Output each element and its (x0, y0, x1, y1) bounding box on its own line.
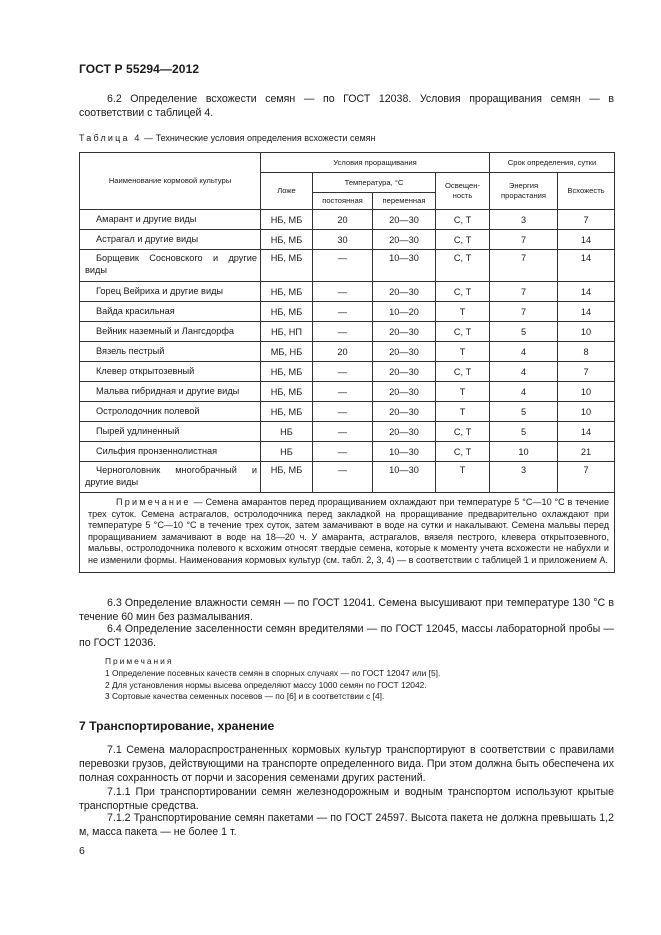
header-constant: постоянная (313, 193, 373, 210)
cell-germ: 7 (558, 210, 615, 230)
header-energy: Энергия прорастания (490, 173, 558, 210)
cell-light: Т (436, 402, 490, 422)
table-note (80, 493, 615, 573)
paragraph-6-4: 6.4 Определение заселенности семян вредителями — по ГОСТ 12045, массы лабораторной пробы — по ГОСТ 12036. (79, 623, 614, 649)
cell-germ: 14 (558, 422, 615, 442)
table-row (80, 442, 615, 462)
cell-name: Борщевик Сосновского и другие виды (80, 250, 261, 282)
table-row (80, 282, 615, 302)
cell-name: Вязель пестрый (80, 342, 261, 362)
cell-energy: 4 (490, 382, 558, 402)
cell-var: 20—30 (373, 282, 436, 302)
table-row (80, 302, 615, 322)
cell-name: Горец Вейриха и другие виды (80, 282, 261, 302)
table-note-text: — Семена амарантов перед проращиванием охлаждают при температуре 5 °С—10 °С в течение трех суток. Семена астрагалов, остролодочника перед закладкой на проращивание предварительно охлаждают при температуре 5 °С—10 °С в течение трех суток, затем замачивают в воде на сутки и накалывают. Семена мальвы перед проращиванием замачивают в воде на 18—20 ч. У амаранта, астрагалов, вязеля пестрого, клевера открытозевного, мальвы, остролодочника полевого к всхожим относят твердые семена, которые к моменту учета всхожести не набухли и не изменили формы. Наименования кормовых культур (см. табл. 2, 3, 4) — в соответствии с таблицей 1 и приложением А. (88, 497, 610, 565)
cell-name: Сильфия пронзеннолистная (80, 442, 261, 462)
cell-energy: 5 (490, 322, 558, 342)
section-7-title: 7 Транспортирование, хранение (79, 719, 275, 733)
cell-name: Астрагал и другие виды (80, 230, 261, 250)
table-row (80, 210, 615, 230)
cell-bed: НБ, МБ (261, 282, 313, 302)
cell-var: 20—30 (373, 382, 436, 402)
table-row (80, 402, 615, 422)
cell-const: — (313, 462, 373, 493)
cell-bed: НБ, НП (261, 322, 313, 342)
cell-energy: 3 (490, 210, 558, 230)
cell-bed: НБ, МБ (261, 230, 313, 250)
paragraph-6-2: 6.2 Определение всхожести семян — по ГОСТ 12038. Условия проращивания семян — в соответствии с таблицей 4. (79, 93, 614, 119)
header-crop: Наименование кормовой культуры (80, 153, 261, 210)
cell-const: — (313, 362, 373, 382)
cell-light: Т (436, 302, 490, 322)
cell-light: Т (436, 382, 490, 402)
note-item: 3 Сортовые качества семенных посевов — по [6] и в соответствии с [4]. (105, 691, 385, 702)
cell-germ: 14 (558, 282, 615, 302)
table-note-row (80, 493, 615, 573)
cell-name: Черноголовник многобрачный и другие виды (80, 462, 261, 493)
cell-name: Вейник наземный и Лангсдорфа (80, 322, 261, 342)
cell-energy: 10 (490, 442, 558, 462)
cell-bed: НБ, МБ (261, 250, 313, 282)
notes-label: Примечания (105, 656, 174, 666)
header-bed: Ложе (261, 173, 313, 210)
cell-energy: 4 (490, 342, 558, 362)
cell-energy: 7 (490, 302, 558, 322)
cell-bed: НБ, МБ (261, 462, 313, 493)
cell-germ: 8 (558, 342, 615, 362)
paragraph-7-1: 7.1 Семена малораспространенных кормовых культур транспортируют в соответствии с правилами перевозки грузов, действующими на транспорте определенного вида. При этом должна быть обеспечена их полная сохранность от порчи и засорения семенами других растений. (79, 744, 614, 784)
cell-const: — (313, 282, 373, 302)
cell-const: — (313, 402, 373, 422)
cell-light: С, Т (436, 442, 490, 462)
cell-bed: НБ, МБ (261, 402, 313, 422)
cell-var: 20—30 (373, 362, 436, 382)
table-4 (79, 152, 615, 573)
header-term: Срок определения, сутки (490, 153, 615, 173)
table-note-label: Примечание (116, 497, 191, 507)
cell-bed: НБ (261, 442, 313, 462)
cell-energy: 7 (490, 250, 558, 282)
cell-energy: 5 (490, 402, 558, 422)
table-row (80, 422, 615, 442)
table-row (80, 250, 615, 282)
cell-name: Вайда красильная (80, 302, 261, 322)
cell-name: Амарант и другие виды (80, 210, 261, 230)
cell-germ: 7 (558, 362, 615, 382)
cell-germ: 10 (558, 382, 615, 402)
cell-const: — (313, 442, 373, 462)
cell-energy: 5 (490, 422, 558, 442)
cell-germ: 21 (558, 442, 615, 462)
note-item: 1 Определение посевных качеств семян в спорных случаях — по ГОСТ 12047 или [5]. (105, 667, 441, 678)
cell-germ: 10 (558, 402, 615, 422)
paragraph-7-1-1: 7.1.1 При транспортировании семян железнодорожным и водным транспортом используют крытые транспортные средства. (79, 786, 614, 812)
document-header: ГОСТ Р 55294—2012 (79, 62, 200, 76)
cell-light: С, Т (436, 250, 490, 282)
cell-germ: 14 (558, 230, 615, 250)
cell-var: 10—20 (373, 302, 436, 322)
cell-const: — (313, 382, 373, 402)
cell-bed: НБ, МБ (261, 210, 313, 230)
table-caption (79, 133, 376, 143)
cell-name: Остролодочник полевой (80, 402, 261, 422)
cell-light: С, Т (436, 210, 490, 230)
table-row (80, 382, 615, 402)
note-item: 2 Для установления нормы высева определяют массу 1000 семян по ГОСТ 12042. (105, 679, 427, 690)
cell-name: Мальва гибридная и другие виды (80, 382, 261, 402)
cell-const: 30 (313, 230, 373, 250)
cell-const: 20 (313, 210, 373, 230)
table-caption-label: Таблица 4 (79, 133, 142, 143)
cell-var: 20—30 (373, 322, 436, 342)
cell-light: Т (436, 462, 490, 493)
cell-bed: НБ (261, 422, 313, 442)
cell-energy: 7 (490, 230, 558, 250)
cell-var: 20—30 (373, 422, 436, 442)
cell-name: Пырей удлиненный (80, 422, 261, 442)
table-row (80, 230, 615, 250)
cell-var: 10—30 (373, 442, 436, 462)
cell-light: С, Т (436, 282, 490, 302)
cell-germ: 14 (558, 302, 615, 322)
cell-bed: МБ, НБ (261, 342, 313, 362)
page-number: 6 (79, 845, 85, 857)
cell-light: С, Т (436, 362, 490, 382)
paragraph-7-1-2: 7.1.2 Транспортирование семян пакетами — по ГОСТ 24597. Высота пакета не должна превышать 1,2 м, масса пакета — не более 1 т. (79, 812, 614, 838)
cell-energy: 3 (490, 462, 558, 493)
cell-const: — (313, 322, 373, 342)
cell-bed: НБ, МБ (261, 362, 313, 382)
cell-bed: НБ, МБ (261, 382, 313, 402)
cell-light: Т (436, 342, 490, 362)
cell-name: Клевер открытозевный (80, 362, 261, 382)
header-lighting: Освещен-ность (436, 173, 490, 210)
cell-var: 10—30 (373, 462, 436, 493)
cell-energy: 4 (490, 362, 558, 382)
cell-const: — (313, 422, 373, 442)
cell-light: С, Т (436, 230, 490, 250)
cell-const: 20 (313, 342, 373, 362)
table-row (80, 462, 615, 493)
table-row (80, 342, 615, 362)
cell-const: — (313, 302, 373, 322)
header-temperature: Температура, °С (313, 173, 436, 193)
cell-const: — (313, 250, 373, 282)
cell-var: 20—30 (373, 342, 436, 362)
cell-energy: 7 (490, 282, 558, 302)
cell-var: 20—30 (373, 230, 436, 250)
cell-germ: 14 (558, 250, 615, 282)
paragraph-6-3: 6.3 Определение влажности семян — по ГОСТ 12041. Семена высушивают при температуре 130 °С в течение 60 мин без размалывания. (79, 597, 614, 623)
header-germination: Всхожесть (558, 173, 615, 210)
cell-germ: 7 (558, 462, 615, 493)
cell-var: 20—30 (373, 210, 436, 230)
cell-var: 20—30 (373, 402, 436, 422)
table-row (80, 322, 615, 342)
table-row (80, 362, 615, 382)
cell-light: С, Т (436, 322, 490, 342)
cell-light: С, Т (436, 422, 490, 442)
header-conditions: Условия проращивания (261, 153, 490, 173)
table-caption-text: — Технические условия определения всхожести семян (144, 133, 376, 143)
cell-germ: 10 (558, 322, 615, 342)
cell-bed: НБ, МБ (261, 302, 313, 322)
cell-var: 10—30 (373, 250, 436, 282)
notes-block (105, 656, 440, 703)
header-variable: переменная (373, 193, 436, 210)
